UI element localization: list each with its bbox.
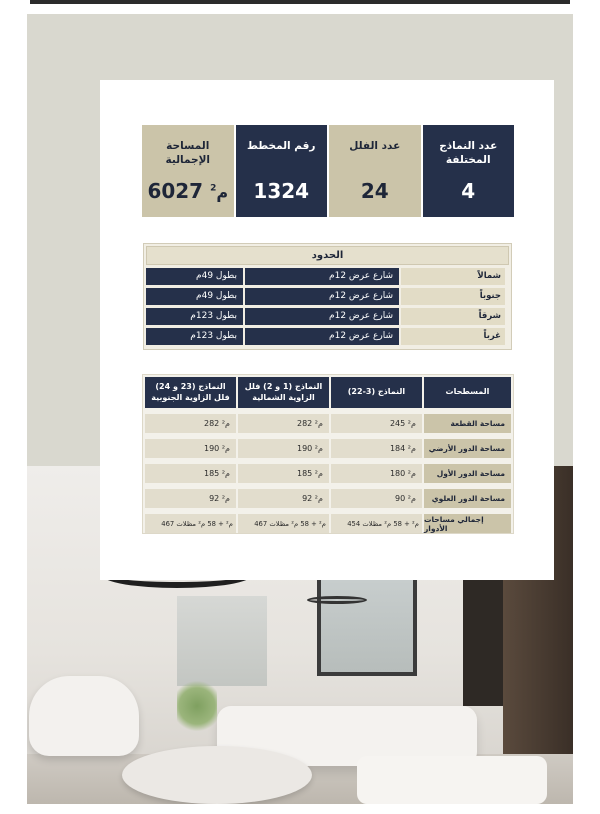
lounge-chair <box>29 676 139 756</box>
stat-model-count: عدد النماذج المختلفة 4 <box>423 125 515 217</box>
brochure-page <box>27 14 573 804</box>
table-row: مساحة القطعة 245 م² 282 م² 282 م² <box>145 414 511 433</box>
stats-row <box>142 125 514 217</box>
stat-total-area: المساحة الإجمالية م$^2$ 6027 <box>142 125 234 217</box>
table-row: مساحة الدور العلوي 90 م² 92 م² 92 م² <box>145 489 511 508</box>
boundary-row: شمالاً شارع عرض 12م بطول 49م <box>146 268 509 285</box>
top-divider <box>30 0 570 4</box>
areas-table <box>142 374 514 534</box>
boundary-row: شرقاً شارع عرض 12م بطول 123م <box>146 308 509 325</box>
areas-header-row: المسطحات النماذج (3-22) النماذج (1 و 2) فلل الزاوية الشمالية النماذج (23 و 24) فلل الزاوية الجنوبية <box>145 377 511 408</box>
stat-plan-number: رقم المخطط 1324 <box>236 125 328 217</box>
table-row: مساحة الدور الأرضي 184 م² 190 م² 190 م² <box>145 439 511 458</box>
table-row-total: إجمالي مساحات الأدوار 454 م² + 58 م² مظلات 467 م² + 58 م² مظلات 467 م² + 58 م² مظلات <box>145 514 511 533</box>
boundaries-title: الحدود <box>146 246 509 265</box>
boundaries-table <box>143 243 512 350</box>
boundary-row: جنوباً شارع عرض 12م بطول 49م <box>146 288 509 305</box>
specs-card <box>100 80 554 580</box>
boundary-row: غرباً شارع عرض 12م بطول 123م <box>146 328 509 345</box>
stat-villa-count: عدد الفلل 24 <box>329 125 421 217</box>
coffee-table <box>122 746 312 804</box>
plant <box>177 676 217 736</box>
table-row: مساحة الدور الأول 180 م² 185 م² 185 م² <box>145 464 511 483</box>
